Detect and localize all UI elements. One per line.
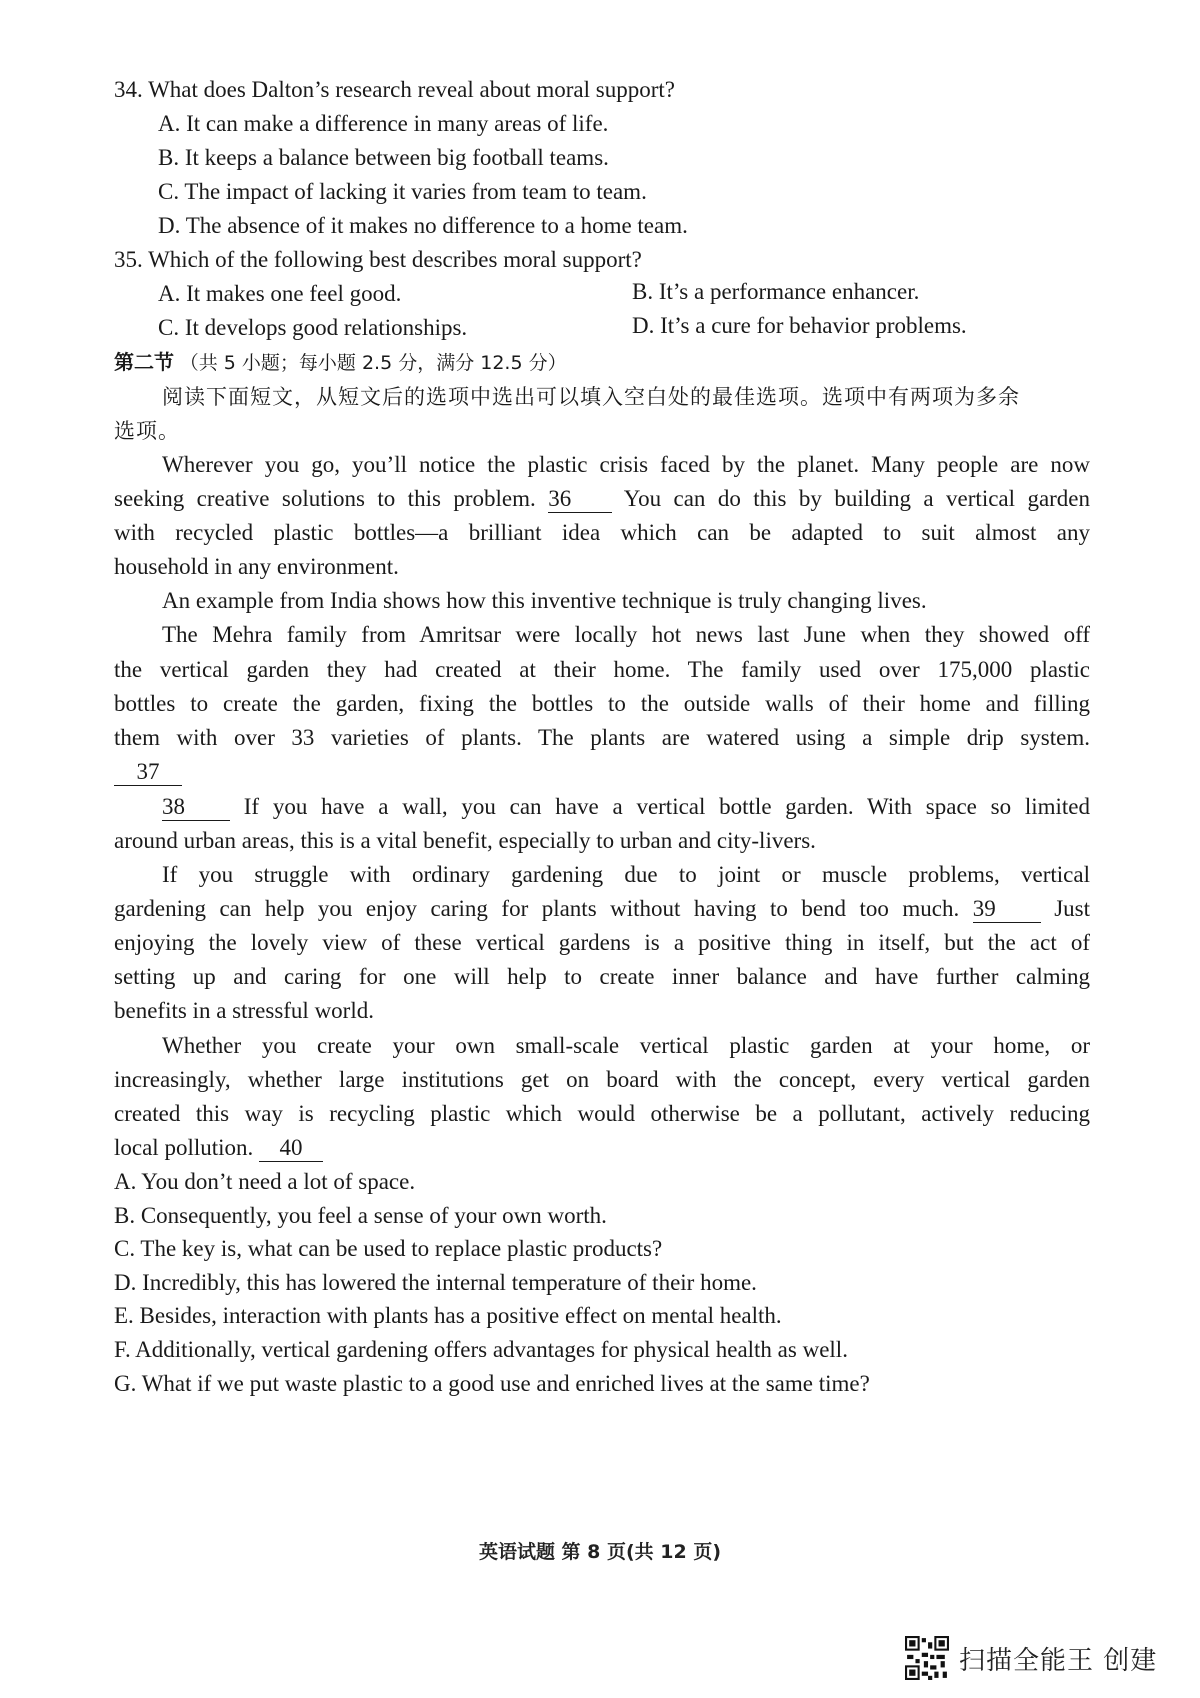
q34-stem: 34. What does Dalton’s research reveal about moral support?: [114, 77, 675, 102]
passage-p4-line1-text: If you have a wall, you can have a vertical bottle garden. With space so limited: [243, 794, 1090, 819]
passage-p6-line4: [114, 1133, 1090, 1163]
q35-option-b: B. It’s a performance enhancer.: [632, 279, 920, 304]
option-c: C. The key is, what can be used to replace plastic products?: [114, 1236, 663, 1261]
passage-p6-line4-text: local pollution.: [114, 1135, 254, 1160]
section-header: [114, 347, 1090, 378]
blank-37: 37: [114, 759, 182, 786]
passage-p5-line5: benefits in a stressful world.: [114, 998, 374, 1023]
passage-p3-line4: them with over 33 varieties of plants. The plants are watered using a simple drip system.: [114, 725, 1090, 750]
blank-40: 40: [259, 1135, 323, 1162]
blank-38: 38: [162, 794, 230, 821]
q34-option-b: B. It keeps a balance between big football teams.: [158, 145, 609, 170]
section-title: 第二节: [114, 350, 174, 374]
option-d: D. Incredibly, this has lowered the internal temperature of their home.: [114, 1270, 757, 1295]
passage-p1-line2: [114, 484, 1090, 514]
q35-option-d: D. It’s a cure for behavior problems.: [632, 313, 967, 338]
passage-p6-line2: increasingly, whether large institutions get on board with the concept, every vertical garden: [114, 1067, 1090, 1092]
passage-p3-line1: The Mehra family from Amritsar were locally hot news last June when they showed off: [162, 622, 1090, 647]
option-e: E. Besides, interaction with plants has a positive effect on mental health.: [114, 1303, 782, 1328]
passage-p4-line2: around urban areas, this is a vital benefit, especially to urban and city-livers.: [114, 828, 816, 853]
option-a: A. You don’t need a lot of space.: [114, 1169, 416, 1194]
blank-36: 36: [548, 486, 612, 513]
passage-p5-line3: enjoying the lovely view of these vertical gardens is a positive thing in itself, but the act of: [114, 930, 1090, 955]
option-g: G. What if we put waste plastic to a good use and enriched lives at the same time?: [114, 1371, 870, 1396]
passage-p5-line2: [114, 894, 1090, 924]
passage-p1-line2-text-b: You can do this by building a vertical garden: [623, 486, 1090, 511]
passage-p6-line1: Whether you create your own small-scale vertical plastic garden at your home, or: [162, 1033, 1090, 1058]
passage-p1-line2-text-a: seeking creative solutions to this problem.: [114, 486, 536, 511]
passage-p5-line2-text-a: gardening can help you enjoy caring for plants without having to bend too much.: [114, 896, 960, 921]
q34-option-d: D. The absence of it makes no difference to a home team.: [158, 213, 688, 238]
scanner-watermark: [905, 1633, 1157, 1683]
passage-p3-line3: bottles to create the garden, fixing the bottles to the outside walls of their home and filling: [114, 691, 1090, 716]
option-f: F. Additionally, vertical gardening offers advantages for physical health as well.: [114, 1337, 848, 1362]
blank-39: 39: [973, 896, 1041, 923]
passage-p3-line5: [114, 757, 1090, 787]
q34-option-a: A. It can make a difference in many areas of life.: [158, 111, 609, 136]
section-score-note: （共 5 小题；每小题 2.5 分，满分 12.5 分）: [179, 352, 567, 374]
page-footer: 英语试题 第 8 页(共 12 页): [478, 1541, 722, 1563]
section-instruction-line2: 选项。: [114, 419, 180, 443]
q35-option-c: C. It develops good relationships.: [158, 315, 468, 340]
q35-stem: 35. Which of the following best describes moral support?: [114, 247, 642, 272]
option-b: B. Consequently, you feel a sense of your own worth.: [114, 1203, 607, 1228]
q34-option-c: C. The impact of lacking it varies from team to team.: [158, 179, 647, 204]
passage-p6-line3: created this way is recycling plastic which would otherwise be a pollutant, actively reducing: [114, 1101, 1090, 1126]
qr-code-icon: [905, 1636, 949, 1680]
passage-p5-line2-text-b: Just: [1054, 896, 1090, 921]
passage-p5-line1: If you struggle with ordinary gardening due to joint or muscle problems, vertical: [162, 862, 1090, 887]
section-instruction-line1: 阅读下面短文，从短文后的选项中选出可以填入空白处的最佳选项。选项中有两项为多余: [162, 385, 1020, 409]
passage-p4-line1: [162, 792, 1090, 822]
passage-p5-line4: setting up and caring for one will help to create inner balance and have further calming: [114, 964, 1090, 989]
watermark-text: 扫描全能王 创建: [959, 1645, 1158, 1676]
passage-p1-line3: with recycled plastic bottles—a brilliant idea which can be adapted to suit almost any: [114, 520, 1090, 545]
passage-p3-line2: the vertical garden they had created at their home. The family used over 175,000 plastic: [114, 657, 1090, 682]
passage-p2-line1: An example from India shows how this inventive technique is truly changing lives.: [162, 588, 927, 613]
passage-p1-line1: Wherever you go, you’ll notice the plastic crisis faced by the planet. Many people are now: [162, 452, 1090, 477]
q35-option-a: A. It makes one feel good.: [158, 281, 402, 306]
passage-p1-line4: household in any environment.: [114, 554, 399, 579]
